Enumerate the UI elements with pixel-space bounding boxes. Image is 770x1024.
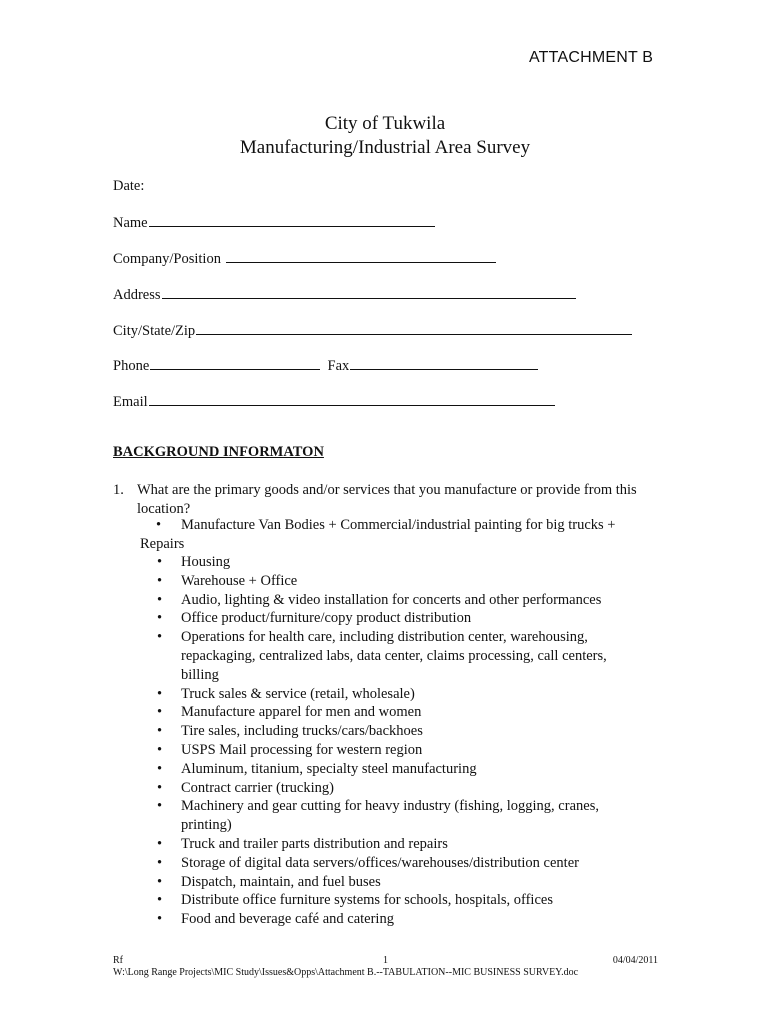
list-item (0, 685, 641, 704)
footer-date: 04/04/2011 (612, 955, 658, 966)
list-item-text: Truck sales & service (retail, wholesale) (181, 685, 415, 702)
email-field (113, 392, 555, 411)
bullet-icon: • (157, 798, 163, 815)
file-path: W:\Long Range Projects\MIC Study\Issues&Opps\Attachment B.--TABULATION--MIC BUSINESS SURVEY.doc (113, 967, 579, 978)
first-item-line1: Manufacture Van Bodies + Commercial/industrial painting for big trucks + (181, 517, 616, 533)
list-item-text: Distribute office furniture systems for schools, hospitals, offices (181, 892, 553, 909)
email-blank[interactable] (149, 392, 555, 406)
background-heading: BACKGROUND INFORMATON (113, 444, 324, 460)
list-item (0, 609, 641, 628)
bullet-icon: • (157, 854, 163, 871)
page-number: 1 (383, 955, 388, 966)
list-item-text: Manufacture apparel for men and women (181, 704, 422, 721)
name-field (113, 213, 435, 232)
list-item-text: Machinery and gear cutting for heavy industry (fishing, logging, cranes, printing) (181, 798, 599, 834)
answer-first-item (140, 516, 660, 554)
first-item-line2: Repairs (140, 536, 185, 552)
list-item (0, 703, 641, 722)
city-field (113, 321, 632, 340)
list-item (0, 854, 641, 873)
question-text: What are the primary goods and/or services that you manufacture or provide from this location? (137, 482, 637, 517)
bullet-icon: • (157, 685, 163, 702)
list-item-text: Audio, lighting & video installation for concerts and other performances (181, 591, 602, 608)
list-item (0, 835, 641, 854)
list-item (0, 553, 641, 572)
phone-label: Phone (113, 358, 150, 374)
phone-blank[interactable] (150, 356, 320, 370)
list-item (0, 591, 641, 610)
list-item-text: Contract carrier (trucking) (181, 779, 334, 796)
bullet-icon: • (157, 760, 163, 777)
bullet-icon: • (157, 572, 163, 589)
bullet-icon: • (157, 704, 163, 721)
address-label: Address (113, 287, 161, 303)
email-label: Email (113, 394, 148, 410)
list-item (0, 628, 641, 684)
list-item-text: Warehouse + Office (181, 572, 298, 589)
list-item-text: Housing (181, 554, 231, 570)
list-item-text: Office product/furniture/copy product distribution (181, 610, 472, 627)
bullet-icon: • (157, 892, 163, 909)
bullet-icon: • (157, 723, 163, 740)
list-item-text: Operations for health care, including distribution center, warehousing, repackaging, centralized labs, data center, claims processing, call centers, billing (181, 629, 607, 683)
bullet-icon: • (156, 517, 162, 533)
list-item-text: Aluminum, titanium, specialty steel manufacturing (181, 760, 477, 777)
name-label: Name (113, 215, 148, 231)
list-item (0, 722, 641, 741)
list-item-text: Dispatch, maintain, and fuel buses (181, 873, 381, 890)
list-item (0, 760, 641, 779)
list-item (0, 741, 641, 760)
title-survey: Manufacturing/Industrial Area Survey (239, 137, 531, 158)
list-item-text: Storage of digital data servers/offices/warehouses/distribution center (181, 854, 579, 871)
phone-fax-field (113, 356, 538, 375)
date-field (113, 178, 144, 195)
city-blank[interactable] (196, 321, 632, 335)
bullet-icon: • (157, 779, 163, 796)
bullet-icon: • (157, 835, 163, 852)
footer-initials: Rf (113, 955, 123, 966)
bullet-icon: • (157, 741, 163, 758)
bullet-icon: • (157, 610, 163, 627)
list-item-text: Tire sales, including trucks/cars/backhoes (181, 723, 423, 740)
survey-title (0, 112, 770, 160)
answer-list (0, 553, 770, 929)
name-blank[interactable] (149, 213, 435, 227)
company-label: Company/Position (113, 251, 221, 267)
city-label: City/State/Zip (113, 323, 196, 339)
list-item (0, 873, 641, 892)
question-1 (113, 481, 673, 519)
list-item (0, 910, 641, 929)
list-item (0, 891, 641, 910)
fax-blank[interactable] (350, 356, 538, 370)
bullet-icon: • (157, 591, 163, 608)
attachment-label: ATTACHMENT B (529, 49, 654, 66)
bullet-icon: • (157, 873, 163, 890)
bullet-icon: • (157, 629, 163, 646)
address-blank[interactable] (162, 285, 576, 299)
page-footer (113, 955, 658, 979)
list-item (0, 572, 641, 591)
company-blank[interactable] (226, 249, 496, 263)
company-field (113, 249, 496, 268)
bullet-icon: • (157, 911, 163, 928)
fax-label: Fax (327, 358, 350, 374)
list-item-text: Truck and trailer parts distribution and repairs (181, 835, 448, 852)
question-number: 1. (113, 482, 124, 498)
bullet-icon: • (157, 554, 163, 570)
address-field (113, 285, 576, 304)
list-item-text: USPS Mail processing for western region (181, 741, 423, 758)
date-label: Date: (113, 178, 145, 194)
list-item (0, 779, 641, 798)
title-city: City of Tukwila (324, 113, 446, 134)
list-item-text: Food and beverage café and catering (181, 911, 394, 928)
list-item (0, 797, 641, 835)
